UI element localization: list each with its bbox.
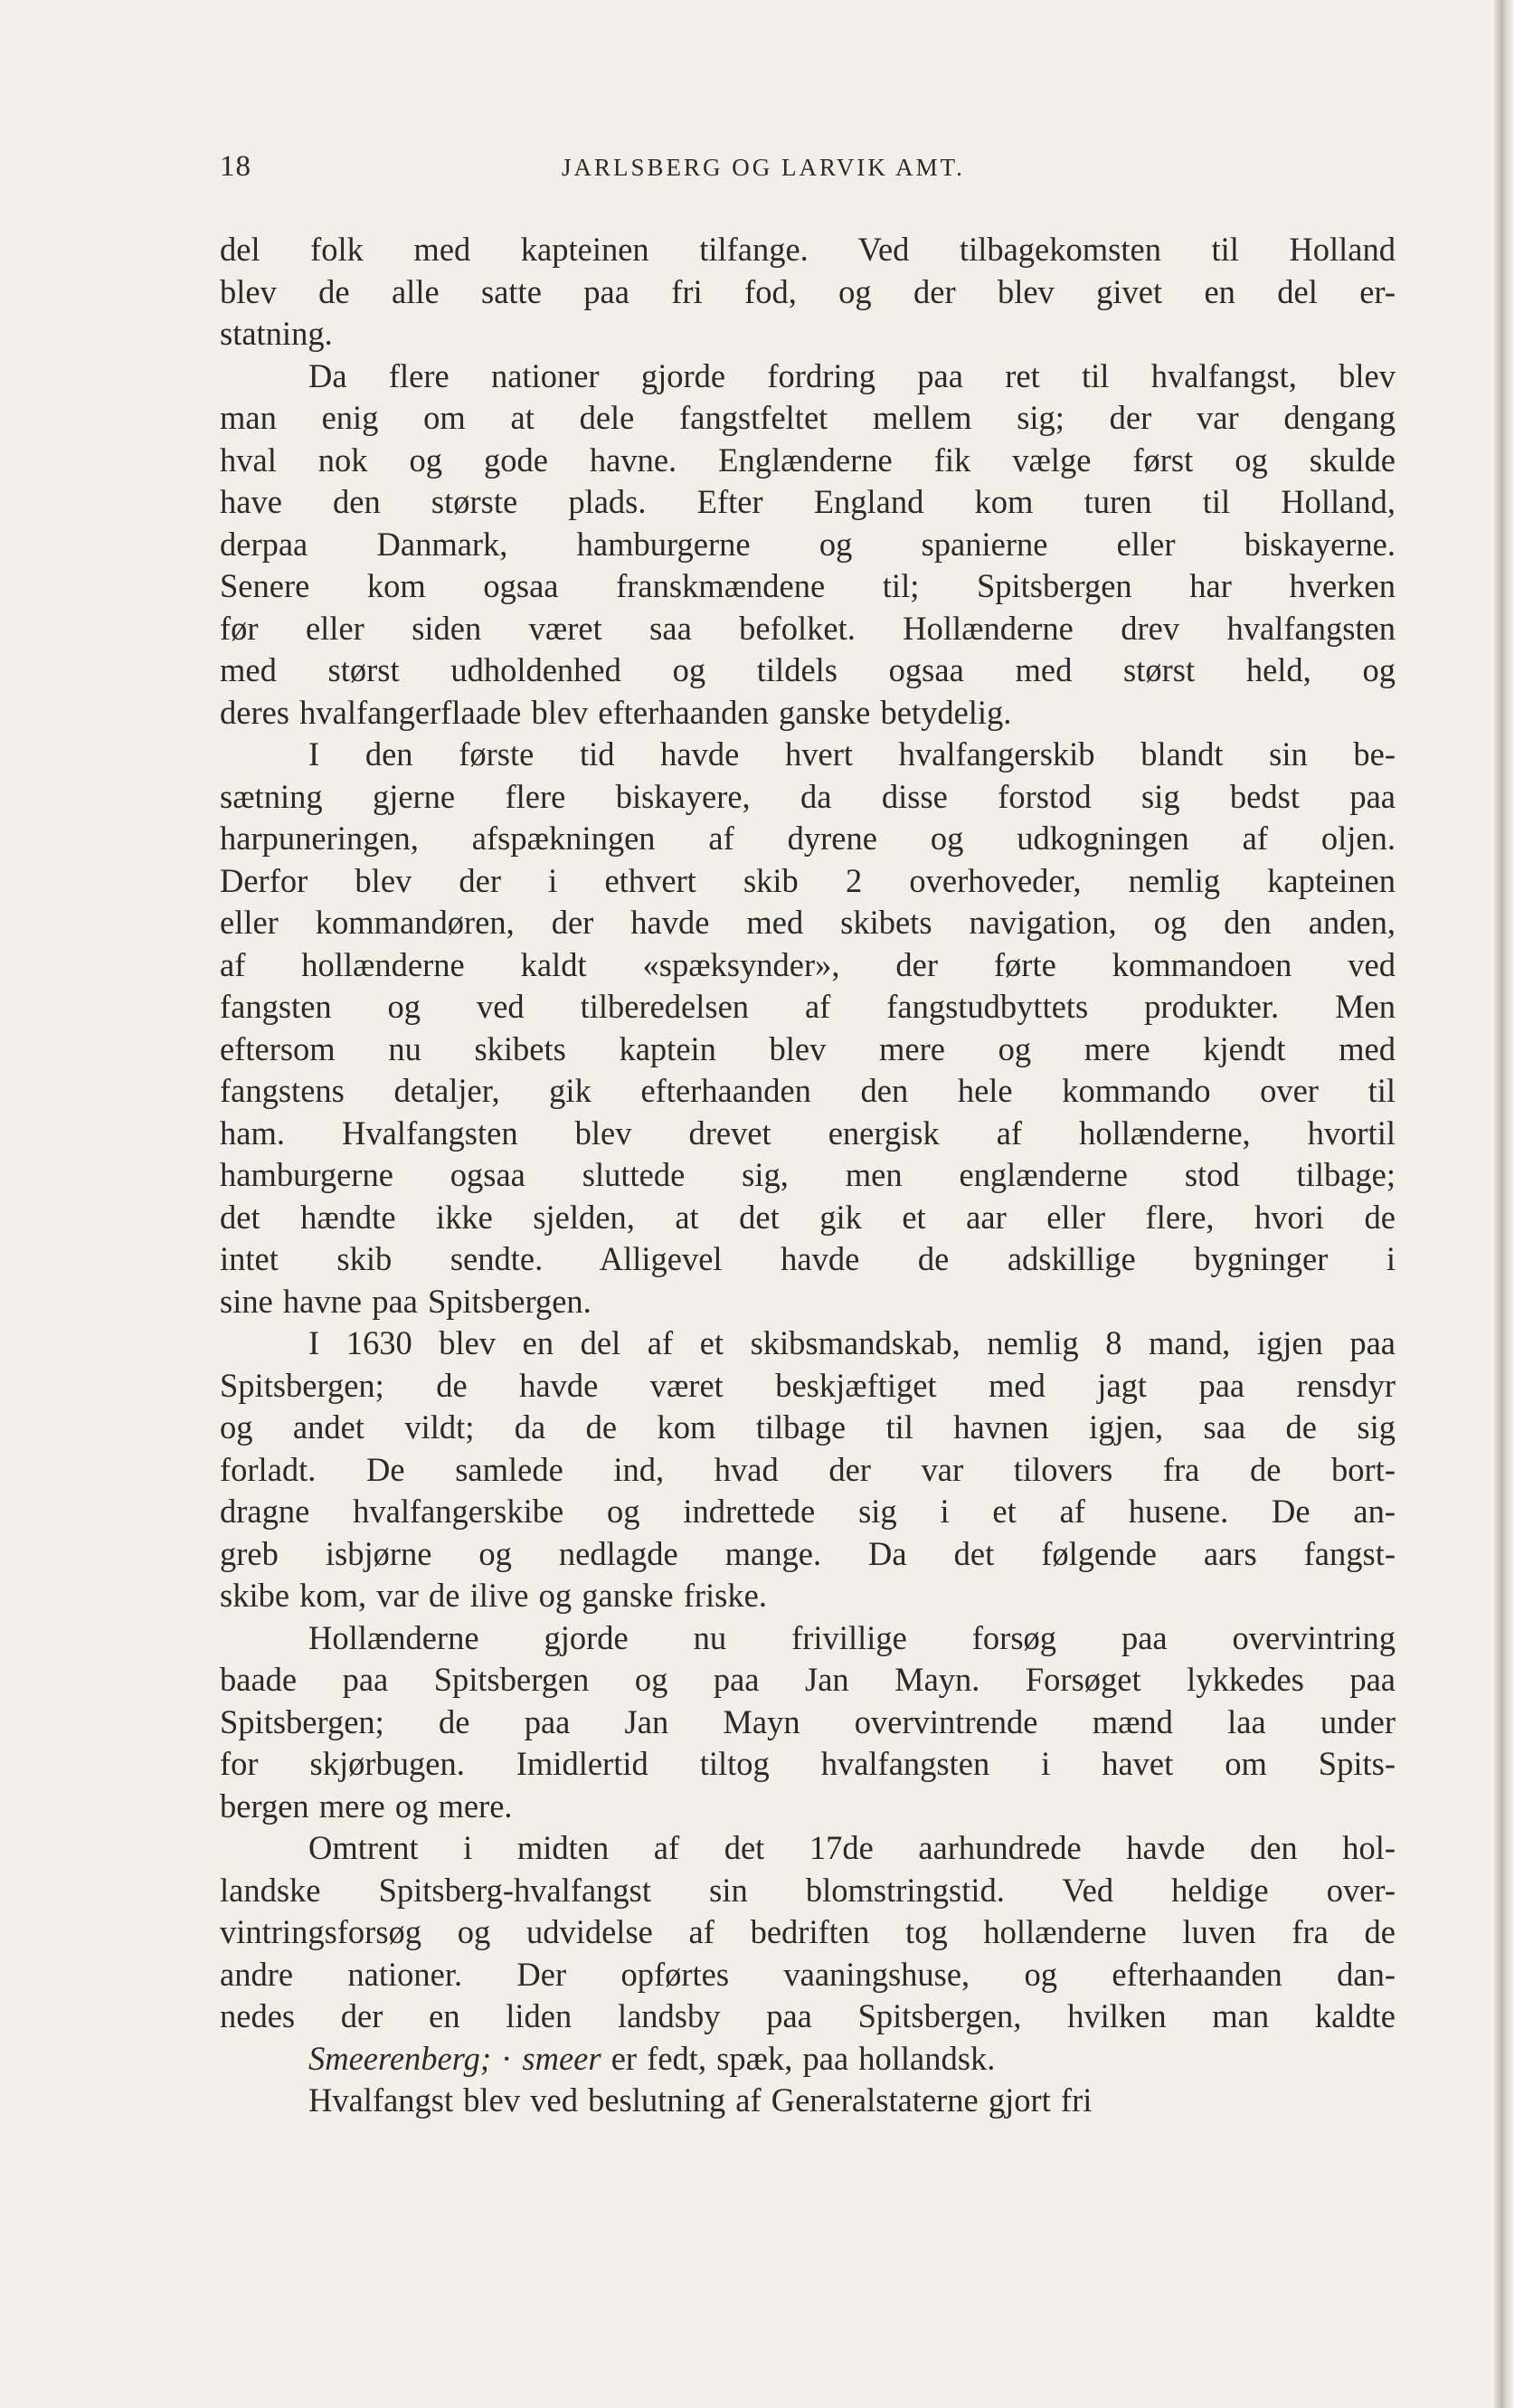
- text-line: bergen mere og mere.: [220, 1787, 513, 1825]
- text-line: Spitsbergen; de havde været beskjæftiget med jagt paa rensdyr: [220, 1366, 1396, 1404]
- text-line: fangsten og ved tilberedelsen af fangstudbyttets produkter. Men: [220, 988, 1396, 1025]
- text-line: blev de alle satte paa fri fod, og der blev givet en del er-: [220, 272, 1396, 310]
- text-line: have den største plads. Efter England kom turen til Holland,: [220, 483, 1396, 520]
- text-line: Hollænderne gjorde nu frivillige forsøg paa overvintring: [308, 1618, 1396, 1656]
- text-line: I 1630 blev en del af et skibsmandskab, nemlig 8 mand, igjen paa: [308, 1324, 1396, 1361]
- text-line: det hændte ikke sjelden, at det gik et aar eller flere, hvori de: [220, 1198, 1396, 1236]
- text-line: Omtrent i midten af det 17de aarhundrede havde den hol-: [308, 1829, 1396, 1866]
- text-line: baade paa Spitsbergen og paa Jan Mayn. Forsøget lykkedes paa: [220, 1661, 1396, 1698]
- body-lines: [220, 229, 1396, 2038]
- text-line: deres hvalfangerflaade blev efterhaanden ganske betydelig.: [220, 693, 1012, 731]
- text-line: forladt. De samlede ind, hvad der var tilovers fra de bort-: [220, 1450, 1396, 1488]
- text-line: intet skib sendte. Alligevel havde de adskillige bygninger i: [220, 1240, 1396, 1277]
- text-line: sætning gjerne flere biskayere, da disse forstod sig bedst paa: [220, 777, 1396, 815]
- text-line: skibe kom, var de ilive og ganske friske.: [220, 1577, 767, 1614]
- text-line: hval nok og gode havne. Englænderne fik vælge først og skulde: [220, 441, 1396, 479]
- text-line: Derfor blev der i ethvert skib 2 overhoveder, nemlig kapteinen: [220, 861, 1396, 899]
- running-title: JARLSBERG OG LARVIK AMT.: [562, 154, 965, 181]
- body-text: [220, 229, 1396, 2122]
- text-line-italic: [220, 2038, 1396, 2081]
- text-line: vintringsforsøg og udvidelse af bedriften tog hollænderne luven fra de: [220, 1913, 1396, 1950]
- text-line: fangstens detaljer, gik efterhaanden den hele kommando over til: [220, 1072, 1396, 1109]
- italic-term-smeer: smeer: [522, 2039, 601, 2077]
- text-line: andre nationer. Der opførtes vaaningshuse, og efterhaanden dan-: [220, 1955, 1396, 1993]
- text-line: man enig om at dele fangstfeltet mellem sig; der var dengang: [220, 399, 1396, 436]
- text-line: af hollænderne kaldt «spæksynder», der førte kommandoen ved: [220, 945, 1396, 983]
- text-line: nedes der en liden landsby paa Spitsbergen, hvilken man kaldte: [220, 1997, 1396, 2034]
- text-line: I den første tid havde hvert hvalfangerskib blandt sin be-: [308, 735, 1396, 773]
- text-line: dragne hvalfangerskibe og indrettede sig i et af husene. De an-: [220, 1493, 1396, 1530]
- italic-separator: ·: [491, 2039, 523, 2077]
- text-line: statning.: [220, 315, 333, 352]
- text-line: harpuneringen, afspækningen af dyrene og udkogningen af oljen.: [220, 820, 1396, 857]
- text-line: derpaa Danmark, hamburgerne og spanierne eller biskayerne.: [220, 525, 1396, 563]
- text-line: sine havne paa Spitsbergen.: [220, 1282, 591, 1320]
- text-line: greb isbjørne og nedlagde mange. Da det følgende aars fangst-: [220, 1534, 1396, 1572]
- text-line: eftersom nu skibets kaptein blev mere og mere kjendt med: [220, 1029, 1396, 1067]
- text-line: for skjørbugen. Imidlertid tiltog hvalfangsten i havet om Spits-: [220, 1745, 1396, 1782]
- text-line: del folk med kapteinen tilfange. Ved tilbagekomsten til Holland: [220, 231, 1396, 268]
- text-line: Spitsbergen; de paa Jan Mayn overvintrende mænd laa under: [220, 1702, 1396, 1740]
- text-line: ham. Hvalfangsten blev drevet energisk af hollænderne, hvortil: [220, 1114, 1396, 1152]
- text-line: før eller siden været saa befolket. Hollænderne drev hvalfangsten: [220, 609, 1396, 647]
- page-edge-shadow: [1494, 0, 1514, 2408]
- italic-term-smeerenberg: Smeerenberg;: [308, 2039, 492, 2077]
- text-line-final: Hvalfangst blev ved beslutning af Generalstaterne gjort fri: [308, 2081, 1093, 2119]
- text-line: med størst udholdenhed og tildels ogsaa med størst held, og: [220, 651, 1396, 688]
- page-number: 18: [220, 150, 251, 183]
- text-line: Senere kom ogsaa franskmændene til; Spitsbergen har hverken: [220, 567, 1396, 604]
- text-line: hamburgerne ogsaa sluttede sig, men englænderne stod tilbage;: [220, 1156, 1396, 1193]
- text-line: Da flere nationer gjorde fordring paa ret til hvalfangst, blev: [308, 356, 1396, 394]
- running-head: [220, 150, 1396, 190]
- italic-line-rest: er fedt, spæk, paa hollandsk.: [601, 2039, 996, 2077]
- text-line: eller kommandøren, der havde med skibets navigation, og den anden,: [220, 904, 1396, 941]
- text-line: og andet vildt; da de kom tilbage til havnen igjen, saa de sig: [220, 1408, 1396, 1446]
- text-line: landske Spitsberg-hvalfangst sin blomstringstid. Ved heldige over-: [220, 1871, 1396, 1909]
